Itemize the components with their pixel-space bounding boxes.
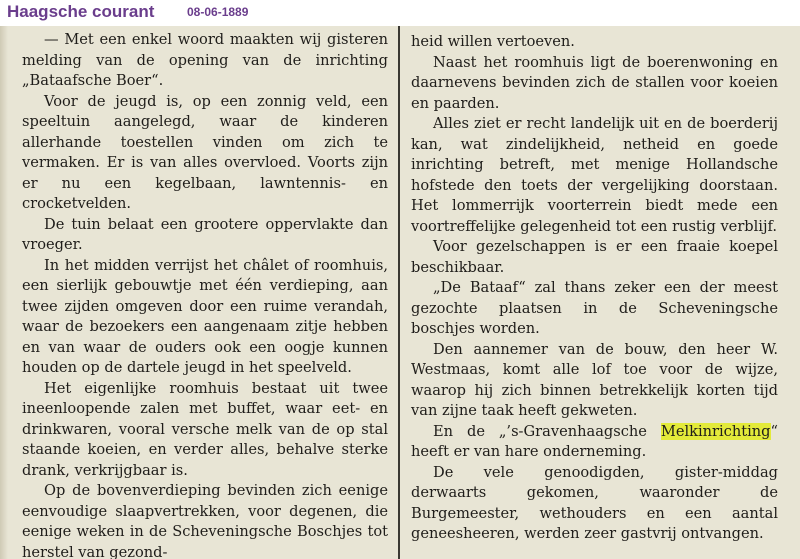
paper-edge — [0, 26, 8, 559]
paragraph: Het eigenlijke roomhuis bestaat uit twee ineenloopende zalen met buffet, waar eet- en drinkwaren, vooral versche melk van de op stal staande koeien, en verder alles, behalve sterke drank, verkrijgbaar is. — [22, 379, 388, 479]
text-run: En de „’s-Gravenhaagsche — [433, 422, 661, 440]
search-highlight: Melkinrichting — [660, 422, 771, 440]
article-column-right — [411, 32, 778, 545]
paragraph-continuation: heid willen vertoeven. — [411, 33, 575, 50]
paragraph-highlighted — [411, 422, 778, 463]
paragraph: De tuin belaat een grootere oppervlakte dan vroeger. — [22, 215, 388, 253]
newspaper-clipping — [0, 26, 800, 559]
paragraph: Voor gezelschappen is er een fraaie koepel beschikbaar. — [411, 238, 778, 276]
paragraph: Naast het roomhuis ligt de boerenwoning en daarnevens bevinden zich de stallen voor koeien en paarden. — [411, 53, 778, 112]
paragraph: Den aannemer van de bouw, den heer W. Westmaas, komt alle lof toe voor de wijze, waarop hij zich binnen betrekkelijk korten tijd van zijne taak heeft gekweten. — [411, 340, 778, 419]
paragraph: Op de bovenverdieping bevinden zich eenige eenvoudige slaapvertrekken, voor degenen, die eenige weken in de Scheveningsche Boschjes tot herstel van gezond- — [22, 482, 388, 559]
newspaper-title: Haagsche courant — [7, 2, 155, 21]
column-rule — [398, 26, 400, 559]
paragraph: „De Bataaf“ zal thans zeker een der meest gezochte plaatsen in de Scheveningsche boschjes worden. — [411, 279, 778, 337]
paragraph: Voor de jeugd is, op een zonnig veld, een speeltuin aangelegd, waar de kinderen allerhande toestellen vinden om zich te vermaken. Er is van alles overvloed. Voorts zijn er nu een kegelbaan, lawntennis- en crocketvelden. — [22, 92, 388, 212]
clipping-header — [0, 0, 800, 26]
paragraph: Alles ziet er recht landelijk uit en de boerderij kan, wat zindelijkheid, netheid en goede inrichting betreft, met menige Hollandsche hofstede den toets der vergelijking doorstaan. Het lommerrijk voorterrein biedt mede een voortreffelijke gelegenheid tot een rustig verblijf. — [411, 115, 778, 235]
publication-date: 08-06-1889 — [187, 5, 249, 19]
text-run: “ heeft er van hare onderneming. — [411, 422, 778, 460]
article-column-left — [22, 30, 388, 559]
paragraph: De vele genoodigden, gister-middag derwaarts gekomen, waaronder de Burgemeester, wethouders en een aantal geneesheeren, werden zeer gastvrij ontvangen. — [411, 463, 778, 542]
paragraph: In het midden verrijst het châlet of roomhuis, een sierlijk gebouwtje met één verdieping, aan twee zijden omgeven door een ruime verandah, waar de bezoekers een aangenaam zitje hebben en van waar de ouders ook een oogje kunnen houden op de dartele jeugd in het speelveld. — [22, 256, 388, 376]
paragraph: — Met een enkel woord maakten wij gisteren melding van de opening van de inrichting „Bataafsche Boer“. — [22, 31, 388, 89]
